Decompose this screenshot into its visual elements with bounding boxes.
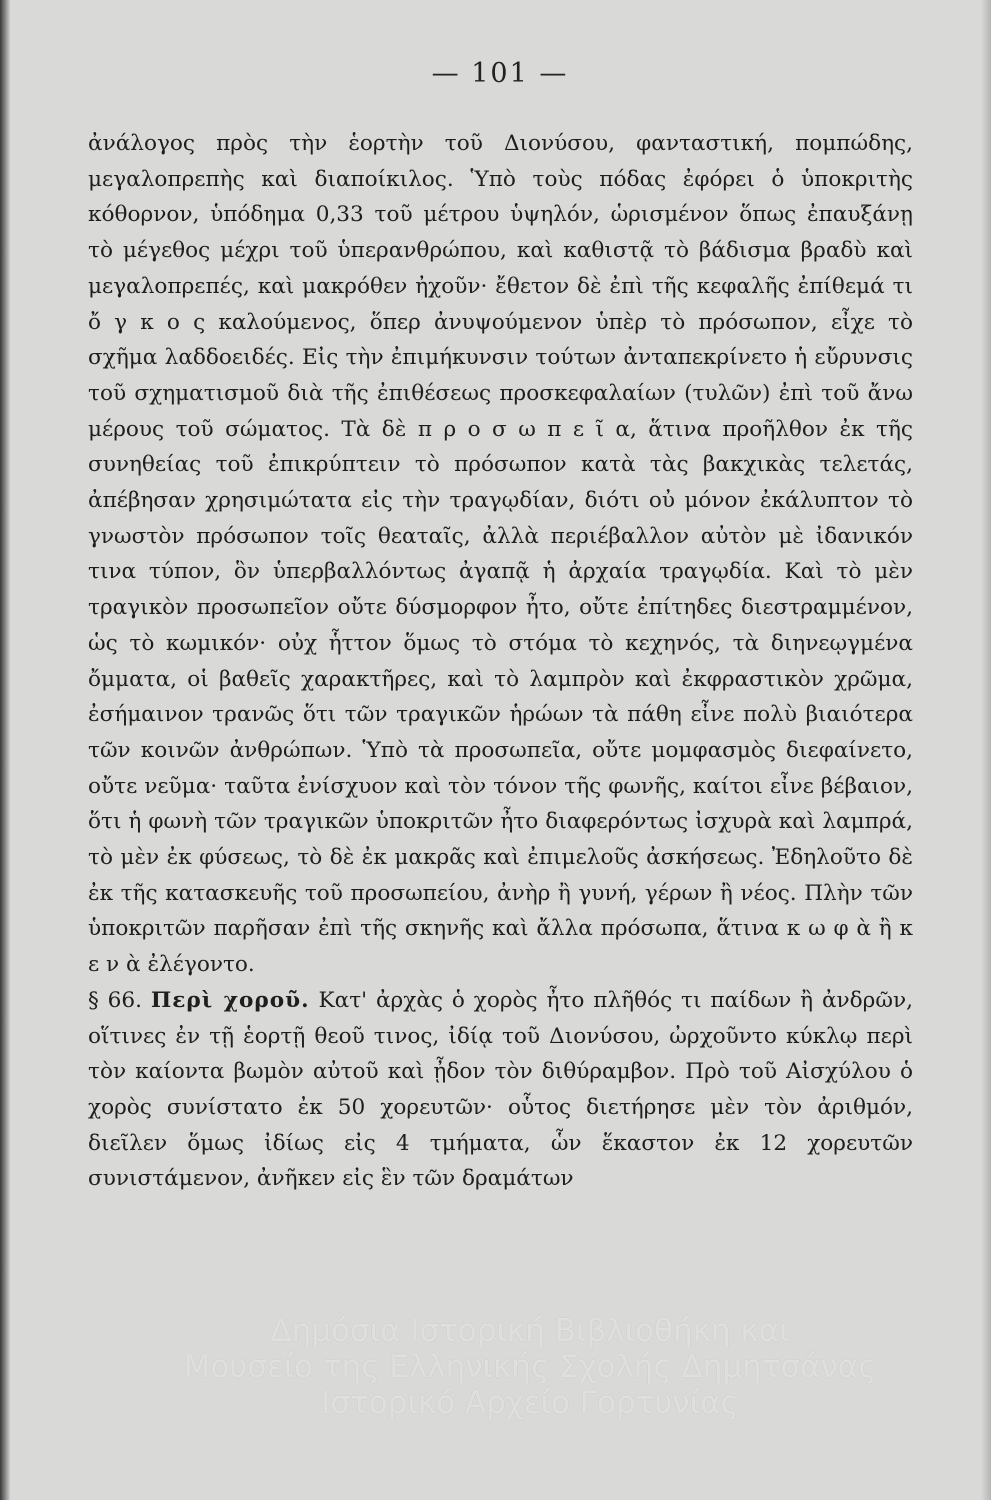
paragraph-chorus: Κατ' ἀρχὰς ὁ χορὸς ἦτο πλῆθός τι παίδων ἢ ἀνδρῶν, οἵτινες ἐν τῇ ἑορτῇ θεοῦ τινος, ἰδίᾳ τοῦ Διονύσου, ὠρχοῦντο κύκλῳ περὶ τὸν καίοντα βωμὸν αὐτοῦ καὶ ᾖδον τὸν διθύραμβον. Πρὸ τοῦ Αἰσχύλου ὁ χορὸς συνίστατο ἐκ 50 χορευτῶν· οὗτος διετήρησε μὲν τὸν ἀριθμόν, διεῖλεν ὅμως ἰδίως εἰς 4 τμήματα, ὧν ἕκαστον ἐκ 12 χορευτῶν συνιστάμενον, ἀνῆκεν εἰς ἓν τῶν δραμάτων [88,987,913,1192]
watermark-line-2: Μουσείο της Ελληνικής Σχολής Δημητσάνας [183,1349,877,1385]
book-page [60,50,940,1470]
watermark-line-3: Ιστορικό Αρχείο Γορτυνίας [321,1385,739,1421]
scan-left-edge [0,0,10,1500]
section-66-paragraph [88,983,913,1197]
scan-right-edge [981,0,991,1500]
page-number: — 101 — [431,58,569,89]
paragraph-masks: ἀνάλογος πρὸς τὴν ἑορτὴν τοῦ Διονύσου, φανταστική, πομπώδης, μεγαλοπρεπὴς καὶ διαποίκιλος. Ὑπὸ τοὺς πόδας ἐφόρει ὁ ὑποκριτὴς κόθορνον, ὑπόδημα 0,33 τοῦ μέτρου ὑψηλόν, ὡρισμένον ὅπως ἐπαυξάνῃ τὸ μέγεθος μέχρι τοῦ ὑπερανθρώπου, καὶ καθιστᾷ τὸ βάδισμα βραδὺ καὶ μεγαλοπρεπές, καὶ μακρόθεν ἠχοῦν· ἔθετον δὲ ἐπὶ τῆς κεφαλῆς ἐπίθεμά τι ὄ γ κ ο ς καλούμενος, ὅπερ ἀνυψούμενον ὑπὲρ τὸ πρόσωπον, εἶχε τὸ σχῆμα λαδδοειδές. Εἰς τὴν ἐπιμήκυνσιν τούτων ἀνταπεκρίνετο ἡ εὔρυνσις τοῦ σχηματισμοῦ διὰ τῆς ἐπιθέσεως προσκεφαλαίων (τυλῶν) ἐπὶ τοῦ ἄνω μέρους τοῦ σώματος. Τὰ δὲ π ρ ο σ ω π ε ῖ α, ἅτινα προῆλθον ἐκ τῆς συνηθείας τοῦ ἐπικρύπτειν τὸ πρόσωπον κατὰ τὰς βακχικὰς τελετάς, ἀπέβησαν χρησιμώτατα εἰς τὴν τραγῳδίαν, διότι οὐ μόνον ἐκάλυπτον τὸ γνωστὸν πρόσωπον τοῖς θεαταῖς, ἀλλὰ περιέβαλλον αὐτὸν μὲ ἰδανικόν τινα τύπον, ὃν ὑπερβαλλόντως ἀγαπᾷ ἡ ἀρχαία τραγῳδία. Καὶ τὸ μὲν τραγικὸν προσωπεῖον οὔτε δύσμορφον ἦτο, οὔτε ἐπίτηδες διεστραμμένον, ὡς τὸ κωμικόν· οὐχ ἧττον ὅμως τὸ στόμα τὸ κεχηνός, τὰ διηνεῳγμένα ὄμματα, οἱ βαθεῖς χαρακτῆρες, καὶ τὸ λαμπρὸν καὶ ἐκφραστικὸν χρῶμα, ἐσήμαινον τρανῶς ὅτι τῶν τραγικῶν ἡρώων τὰ πάθη εἶνε πολὺ βιαιότερα τῶν κοινῶν ἀνθρώπων. Ὑπὸ τὰ προσωπεῖα, οὔτε μομφασμὸς διεφαίνετο, οὔτε νεῦμα· ταῦτα ἐνίσχυον καὶ τὸν τόνον τῆς φωνῆς, καίτοι εἶνε βέβαιον, ὅτι ἡ φωνὴ τῶν τραγικῶν ὑποκριτῶν ἦτο διαφερόντως ἰσχυρὰ καὶ λαμπρά, τὸ μὲν ἐκ φύσεως, τὸ δὲ ἐκ μακρᾶς καὶ ἐπιμελοῦς ἀσκήσεως. Ἐδηλοῦτο δὲ ἐκ τῆς κατασκευῆς τοῦ προσωπείου, ἀνὴρ ἢ γυνή, γέρων ἢ νέος. Πλὴν τῶν ὑποκριτῶν παρῆσαν ἐπὶ τῆς σκηνῆς καὶ ἄλλα πρόσωπα, ἅτινα κ ω φ ὰ ἢ κ ε ν ὰ ἐλέγοντο. [88,131,913,978]
page-body [88,126,913,1197]
watermark-line-1: Δημόσια Ιστορική Βιβλιοθήκη και [270,1313,790,1349]
section-number: § 66. [88,987,143,1013]
section-heading: Περὶ χοροῦ. [150,987,310,1013]
